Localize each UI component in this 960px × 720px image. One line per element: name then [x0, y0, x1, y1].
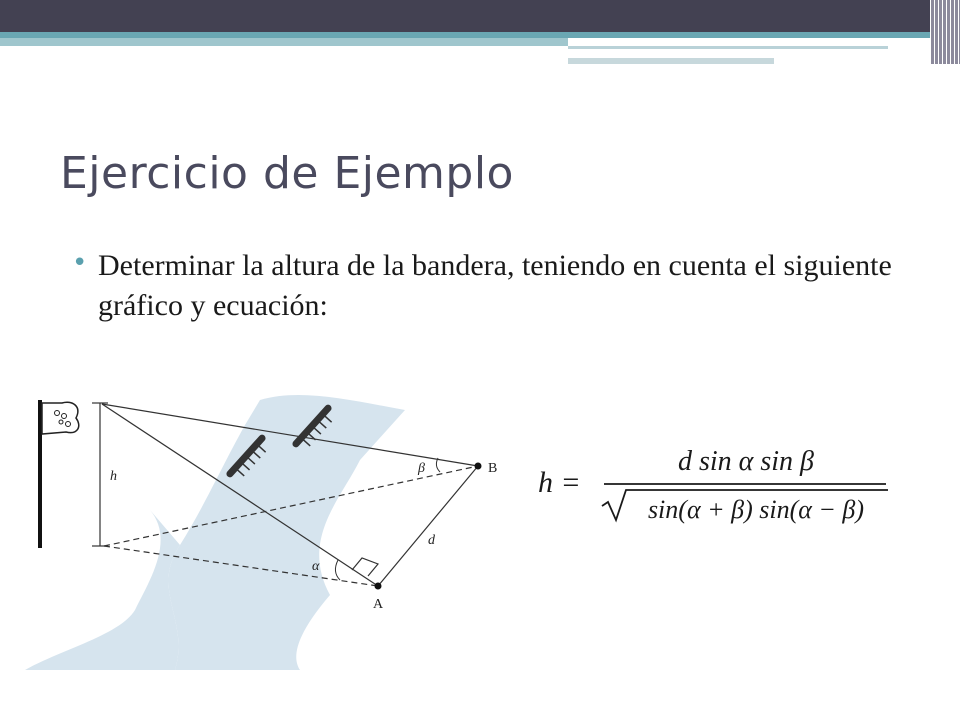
bullet-dot-icon: •	[72, 248, 88, 278]
header-bar	[0, 0, 960, 32]
right-angle-mark	[352, 558, 378, 576]
diagram-figure	[0, 380, 960, 670]
header-stripe-thin	[568, 46, 888, 49]
label-b: B	[488, 461, 498, 476]
formula-denominator: sin(α + β) sin(α − β)	[647, 495, 865, 524]
label-beta: β	[418, 461, 425, 476]
alpha-arc	[335, 560, 340, 580]
point-b	[475, 463, 482, 470]
label-a: A	[373, 597, 384, 612]
river-lower	[25, 510, 180, 670]
header-edge-lines	[930, 0, 960, 64]
label-h: h	[110, 469, 117, 484]
header-stripe-short	[568, 58, 774, 64]
label-alpha: α	[312, 559, 320, 574]
point-a	[375, 583, 382, 590]
bullet-item	[72, 246, 932, 326]
bullet-text: Determinar la altura de la bandera, teniendo en cuenta el siguiente gráfico y ecuación:	[98, 249, 892, 322]
river	[169, 395, 405, 670]
formula-numerator: d sin α sin β	[678, 446, 814, 477]
formula-lhs: h =	[538, 466, 581, 499]
flag-icon	[42, 402, 79, 434]
header-stripe-light	[0, 38, 568, 46]
slide-title: Ejercicio de Ejemplo	[60, 148, 514, 199]
label-d: d	[428, 533, 435, 548]
